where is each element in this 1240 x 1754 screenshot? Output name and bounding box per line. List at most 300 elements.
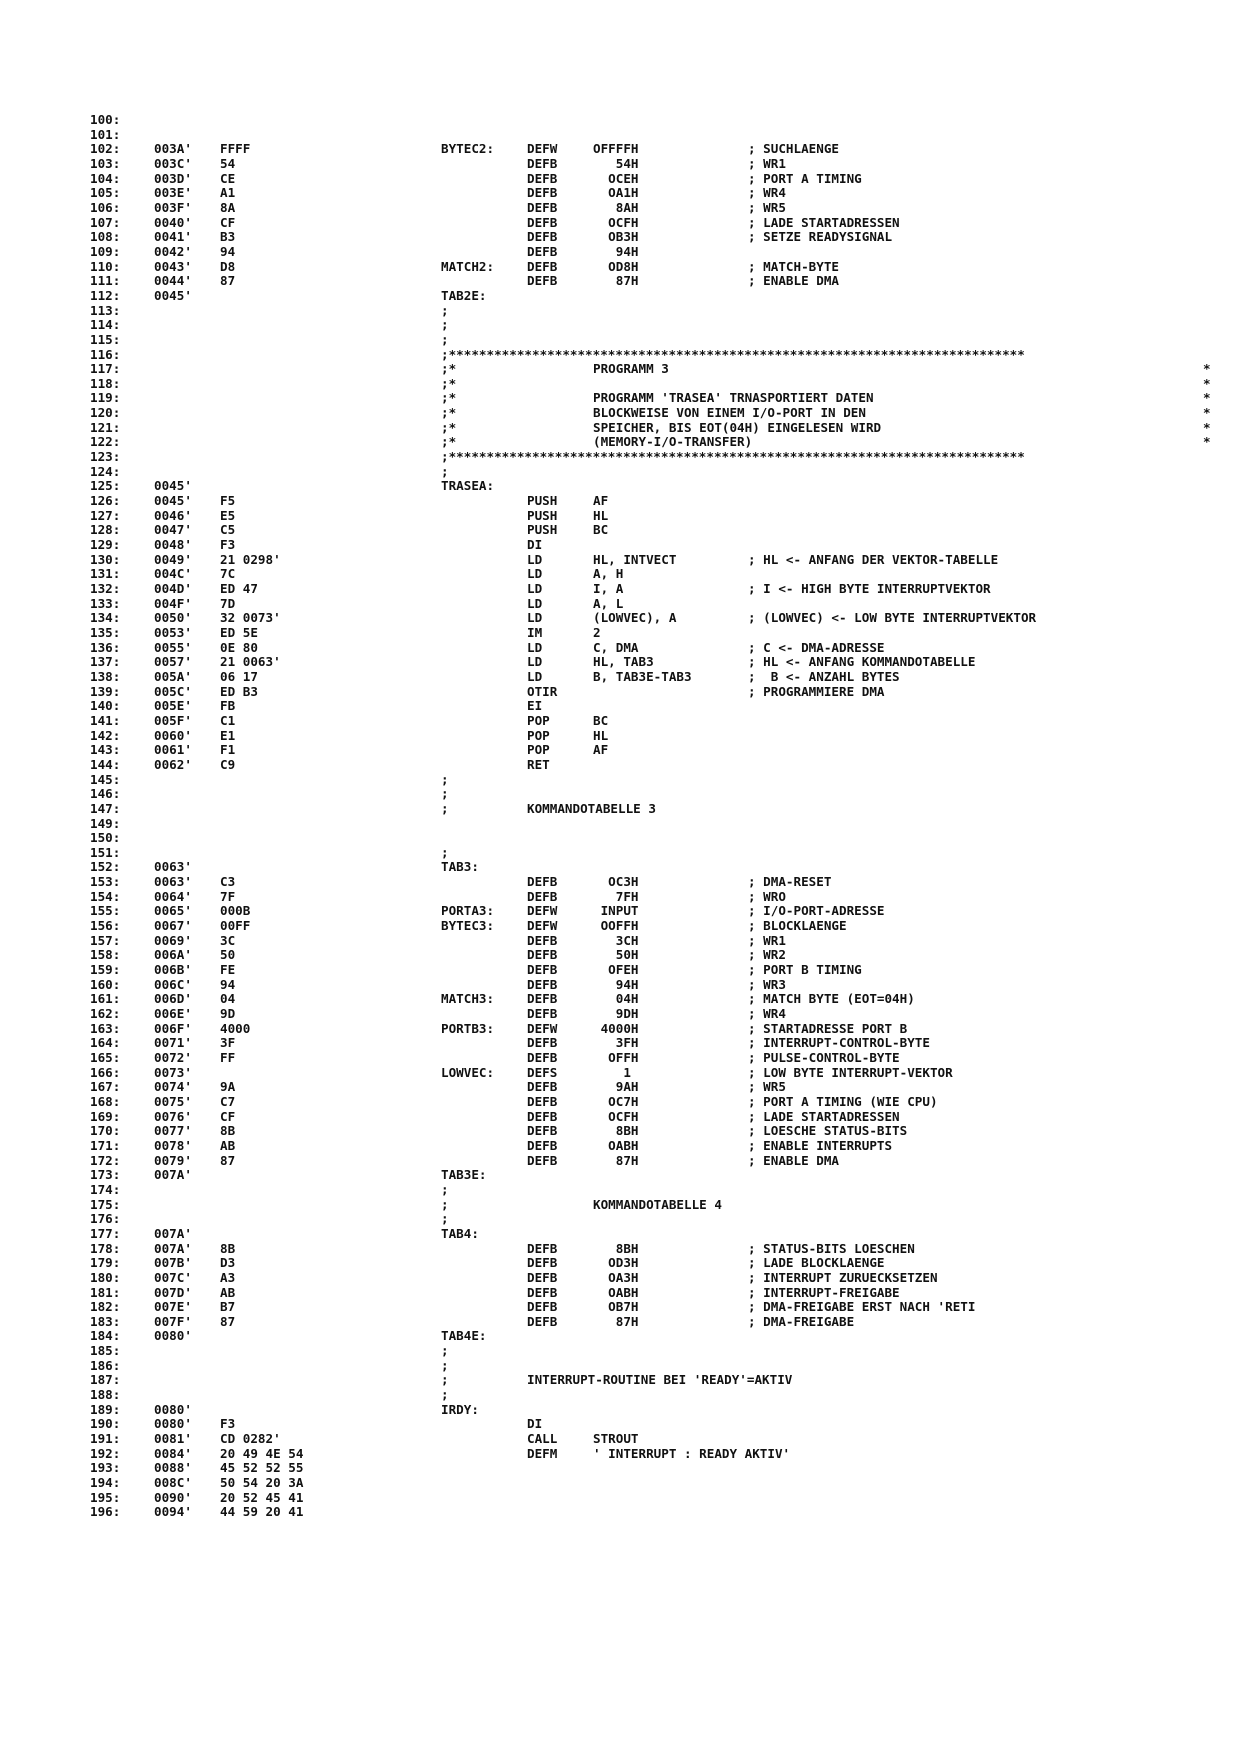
object-code: 3C [220, 932, 236, 948]
box-marker: ;* [441, 361, 457, 377]
mnemonic: DEFB [527, 1123, 558, 1139]
line-number: 117: [90, 361, 121, 377]
listing-line [0, 875, 1240, 890]
object-code: AB [220, 1284, 236, 1300]
line-number: 179: [90, 1255, 121, 1271]
box-edge: * [1203, 434, 1211, 450]
mnemonic: DEFB [527, 888, 558, 904]
listing-line [0, 435, 1240, 450]
listing-line [0, 274, 1240, 289]
star-border: ;**************************************************************************** [441, 449, 1025, 465]
listing-line [0, 1315, 1240, 1330]
label: IRDY: [441, 1401, 479, 1417]
label: ; [441, 786, 449, 802]
operand: STROUT [593, 1431, 639, 1447]
operand: OD8H [593, 258, 639, 274]
object-code: CF [220, 214, 236, 230]
line-number: 188: [90, 1387, 121, 1403]
line-number: 144: [90, 756, 121, 772]
line-number: 146: [90, 786, 121, 802]
operand: AF [593, 493, 609, 509]
label: ; [441, 1196, 449, 1212]
object-code: C3 [220, 874, 236, 890]
mnemonic: DEFB [527, 229, 558, 245]
mnemonic: DEFB [527, 874, 558, 890]
line-number: 108: [90, 229, 121, 245]
address: 0084' [154, 1445, 192, 1461]
object-code: 00FF [220, 918, 251, 934]
comment: ; (LOWVEC) <- LOW BYTE INTERRUPTVEKTOR [748, 610, 1037, 626]
listing-line [0, 172, 1240, 187]
listing-line [0, 1461, 1240, 1476]
comment: ; BLOCKLAENGE [748, 918, 847, 934]
listing-line [0, 1110, 1240, 1125]
mnemonic: DEFB [527, 976, 558, 992]
operand: 7FH [593, 888, 639, 904]
object-code: 0E 80 [220, 639, 258, 655]
line-number: 130: [90, 551, 121, 567]
address: 0090' [154, 1489, 192, 1505]
operand: 54H [593, 155, 639, 171]
operand: AF [593, 742, 609, 758]
mnemonic: EI [527, 698, 543, 714]
listing-line [0, 831, 1240, 846]
label: ; [441, 844, 449, 860]
mnemonic: DI [527, 1416, 543, 1432]
address: 0045' [154, 287, 192, 303]
listing-line [0, 582, 1240, 597]
mnemonic: DEFB [527, 932, 558, 948]
line-number: 191: [90, 1431, 121, 1447]
line-number: 119: [90, 390, 121, 406]
address: 005F' [154, 712, 192, 728]
operand: A, L [593, 595, 624, 611]
listing-line [0, 1168, 1240, 1183]
line-number: 133: [90, 595, 121, 611]
mnemonic: DEFW [527, 1020, 558, 1036]
address: 0043' [154, 258, 192, 274]
line-number: 195: [90, 1489, 121, 1505]
object-code: C9 [220, 756, 236, 772]
label: ; [441, 317, 449, 333]
address: 007F' [154, 1313, 192, 1329]
label: TAB4: [441, 1225, 479, 1241]
operand: C, DMA [593, 639, 639, 655]
object-code: 87 [220, 273, 236, 289]
mnemonic: OTIR [527, 683, 558, 699]
object-code: F1 [220, 742, 236, 758]
mnemonic: LD [527, 551, 543, 567]
operand: OA1H [593, 185, 639, 201]
listing-line [0, 567, 1240, 582]
address: 005A' [154, 668, 192, 684]
operand: 9DH [593, 1006, 639, 1022]
line-number: 185: [90, 1343, 121, 1359]
line-number: 193: [90, 1460, 121, 1476]
mnemonic: LD [527, 668, 543, 684]
mnemonic: PUSH [527, 522, 558, 538]
mnemonic: DEFB [527, 155, 558, 171]
object-code: D3 [220, 1255, 236, 1271]
mnemonic: DEFB [527, 1152, 558, 1168]
listing-line [0, 948, 1240, 963]
listing-line [0, 1154, 1240, 1169]
line-number: 160: [90, 976, 121, 992]
address: 004D' [154, 581, 192, 596]
line-number: 187: [90, 1372, 121, 1388]
line-number: 100: [90, 112, 121, 127]
address: 0045' [154, 478, 192, 494]
object-code: A3 [220, 1269, 236, 1285]
mnemonic: IM [527, 624, 543, 640]
listing-line [0, 890, 1240, 905]
line-number: 105: [90, 185, 121, 201]
object-code: 9D [220, 1006, 236, 1022]
listing-line [0, 230, 1240, 245]
line-number: 139: [90, 683, 121, 699]
operand: OABH [593, 1137, 639, 1153]
line-number: 190: [90, 1416, 121, 1432]
comment: ; INTERRUPT-FREIGABE [748, 1284, 900, 1300]
address: 0077' [154, 1123, 192, 1139]
comment: ; INTERRUPT-CONTROL-BYTE [748, 1035, 930, 1051]
listing-line [0, 1066, 1240, 1081]
mnemonic: DEFB [527, 185, 558, 201]
operand: OB7H [593, 1299, 639, 1315]
listing-line [0, 113, 1240, 128]
mnemonic: POP [527, 712, 550, 728]
address: 0088' [154, 1460, 192, 1476]
address: 0075' [154, 1093, 192, 1109]
listing-line [0, 1417, 1240, 1432]
listing-line [0, 817, 1240, 832]
address: 0072' [154, 1050, 192, 1065]
listing-line [0, 523, 1240, 538]
line-number: 113: [90, 302, 121, 318]
operand: OC3H [593, 874, 639, 890]
comment: ; WR1 [748, 932, 786, 948]
box-marker: ;* [441, 375, 457, 391]
object-code: CF [220, 1108, 236, 1124]
address: 007B' [154, 1255, 192, 1271]
operand: ' INTERRUPT : READY AKTIV' [593, 1445, 791, 1461]
label: ; [441, 331, 449, 347]
label: TAB3E: [441, 1167, 487, 1183]
box-marker: ;* [441, 390, 457, 406]
object-code: 87 [220, 1313, 236, 1329]
label: TAB4E: [441, 1328, 487, 1344]
object-code: C1 [220, 712, 236, 728]
operand: OD3H [593, 1255, 639, 1271]
line-number: 184: [90, 1328, 121, 1344]
address: 008C' [154, 1475, 192, 1491]
address: 006E' [154, 1006, 192, 1022]
address: 0047' [154, 522, 192, 538]
mnemonic: DEFB [527, 214, 558, 230]
mnemonic: DEFB [527, 991, 558, 1007]
listing-line [0, 465, 1240, 480]
box-marker: ;* [441, 419, 457, 435]
line-number: 154: [90, 888, 121, 904]
label: MATCH3: [441, 991, 495, 1007]
listing-line [0, 494, 1240, 509]
box-text: (MEMORY-I/O-TRANSFER) [593, 434, 753, 450]
line-number: 141: [90, 712, 121, 728]
listing-line [0, 260, 1240, 275]
listing-line [0, 391, 1240, 406]
comment: ; C <- DMA-ADRESSE [748, 639, 885, 655]
address: 0076' [154, 1108, 192, 1124]
line-number: 121: [90, 419, 121, 435]
operand: 04H [593, 991, 639, 1007]
listing-line [0, 128, 1240, 143]
label: ; [441, 463, 449, 479]
mnemonic: LD [527, 595, 543, 611]
listing-line [0, 245, 1240, 260]
label: TRASEA: [441, 478, 495, 494]
comment: ; I/O-PORT-ADRESSE [748, 903, 885, 919]
mnemonic: CALL [527, 1431, 558, 1447]
listing-line [0, 611, 1240, 626]
line-number: 175: [90, 1196, 121, 1212]
object-code: 20 52 45 41 [220, 1489, 304, 1505]
line-number: 147: [90, 800, 121, 816]
line-number: 114: [90, 317, 121, 333]
listing-line [0, 362, 1240, 377]
object-code: 21 0063' [220, 654, 281, 670]
listing-line [0, 1300, 1240, 1315]
operand: A, H [593, 566, 624, 582]
address: 004C' [154, 566, 192, 582]
object-code: B7 [220, 1299, 236, 1315]
line-number: 180: [90, 1269, 121, 1285]
label: ; [441, 1343, 449, 1359]
listing-line [0, 1432, 1240, 1447]
operand: HL [593, 507, 609, 523]
operand: OFFH [593, 1050, 639, 1065]
listing-line [0, 186, 1240, 201]
object-code: C7 [220, 1093, 236, 1109]
object-code: 44 59 20 41 [220, 1504, 304, 1520]
address: 0062' [154, 756, 192, 772]
line-number: 164: [90, 1035, 121, 1051]
listing-line [0, 216, 1240, 231]
address: 0041' [154, 229, 192, 245]
object-code: E1 [220, 727, 236, 743]
address: 0080' [154, 1401, 192, 1417]
address: 0071' [154, 1035, 192, 1051]
operand: 1 [593, 1064, 631, 1080]
listing-line [0, 1271, 1240, 1286]
address: 0045' [154, 493, 192, 509]
mnemonic: DEFB [527, 199, 558, 215]
line-number: 106: [90, 199, 121, 215]
object-code: 8B [220, 1240, 236, 1256]
label: ; [441, 800, 449, 816]
comment: ; PORT A TIMING (WIE CPU) [748, 1093, 938, 1109]
address: 0067' [154, 918, 192, 934]
comment: ; LOW BYTE INTERRUPT-VEKTOR [748, 1064, 953, 1080]
operand: OOFFH [593, 918, 639, 934]
line-number: 111: [90, 273, 121, 289]
operand: OFFFFH [593, 141, 639, 157]
comment: ; SETZE READYSIGNAL [748, 229, 893, 245]
listing-line [0, 406, 1240, 421]
line-number: 183: [90, 1313, 121, 1329]
object-code: B3 [220, 229, 236, 245]
line-number: 149: [90, 815, 121, 831]
comment: ; WR5 [748, 199, 786, 215]
mnemonic: RET [527, 756, 550, 772]
address: 006F' [154, 1020, 192, 1036]
label: ; [441, 1181, 449, 1197]
operand: 2 [593, 624, 601, 640]
object-code: 87 [220, 1152, 236, 1168]
listing-line [0, 1080, 1240, 1095]
line-number: 152: [90, 859, 121, 875]
listing-line [0, 963, 1240, 978]
listing-line [0, 1198, 1240, 1213]
object-code: CD 0282' [220, 1431, 281, 1447]
mnemonic: INTERRUPT-ROUTINE BEI 'READY'=AKTIV [527, 1372, 793, 1388]
address: 007D' [154, 1284, 192, 1300]
line-number: 171: [90, 1137, 121, 1153]
address: 0081' [154, 1431, 192, 1447]
operand: OB3H [593, 229, 639, 245]
listing-line [0, 1051, 1240, 1066]
listing-line [0, 142, 1240, 157]
listing-line [0, 743, 1240, 758]
box-text: SPEICHER, BIS EOT(04H) EINGELESEN WIRD [593, 419, 882, 435]
comment: ; INTERRUPT ZURUECKSETZEN [748, 1269, 938, 1285]
line-number: 109: [90, 243, 121, 259]
object-code: 94 [220, 243, 236, 259]
mnemonic: PUSH [527, 507, 558, 523]
address: 0049' [154, 551, 192, 567]
listing-line [0, 685, 1240, 700]
listing-line [0, 758, 1240, 773]
mnemonic: DEFB [527, 1006, 558, 1022]
address: 0080' [154, 1328, 192, 1344]
address: 0057' [154, 654, 192, 670]
line-number: 157: [90, 932, 121, 948]
listing-line [0, 421, 1240, 436]
address: 0040' [154, 214, 192, 230]
object-code: 8A [220, 199, 236, 215]
mnemonic: DEFB [527, 947, 558, 963]
listing-line [0, 1227, 1240, 1242]
object-code: CE [220, 170, 236, 186]
operand: 87H [593, 1313, 639, 1329]
object-code: 94 [220, 976, 236, 992]
address: 0044' [154, 273, 192, 289]
mnemonic: DEFW [527, 903, 558, 919]
comment: ; ENABLE DMA [748, 1152, 839, 1168]
address: 004F' [154, 595, 192, 611]
address: 0060' [154, 727, 192, 743]
line-number: 176: [90, 1211, 121, 1227]
address: 0074' [154, 1079, 192, 1095]
comment: ; LOESCHE STATUS-BITS [748, 1123, 908, 1139]
line-number: 125: [90, 478, 121, 494]
object-code: 21 0298' [220, 551, 281, 567]
line-number: 177: [90, 1225, 121, 1241]
line-number: 142: [90, 727, 121, 743]
object-code: FB [220, 698, 236, 714]
address: 007A' [154, 1167, 192, 1183]
object-code: 4000 [220, 1020, 251, 1036]
object-code: 20 49 4E 54 [220, 1445, 304, 1461]
listing-line [0, 1286, 1240, 1301]
operand: HL [593, 727, 609, 743]
address: 006A' [154, 947, 192, 963]
line-number: 129: [90, 537, 121, 553]
line-number: 161: [90, 991, 121, 1007]
listing-line [0, 1124, 1240, 1139]
operand: HL, TAB3 [593, 654, 654, 670]
address: 006D' [154, 991, 192, 1007]
mnemonic: DEFB [527, 170, 558, 186]
operand: 50H [593, 947, 639, 963]
object-code: ED 5E [220, 624, 258, 640]
operand: 8BH [593, 1240, 639, 1256]
mnemonic: DEFB [527, 1284, 558, 1300]
object-code: C5 [220, 522, 236, 538]
object-code: E5 [220, 507, 236, 523]
operand: BC [593, 712, 609, 728]
listing-line [0, 787, 1240, 802]
listing-line [0, 860, 1240, 875]
line-number: 102: [90, 141, 121, 157]
object-code: 7D [220, 595, 236, 611]
box-marker: ;* [441, 405, 457, 421]
object-code: 8B [220, 1123, 236, 1139]
line-number: 116: [90, 346, 121, 362]
label: ; [441, 1372, 449, 1388]
assembler-listing [0, 113, 1240, 1520]
listing-line [0, 450, 1240, 465]
mnemonic: DEFB [527, 1079, 558, 1095]
line-number: 168: [90, 1093, 121, 1109]
listing-line [0, 773, 1240, 788]
address: 007E' [154, 1299, 192, 1315]
address: 005E' [154, 698, 192, 714]
address: 0048' [154, 537, 192, 553]
box-text: PROGRAMM 'TRASEA' TRNASPORTIERT DATEN [593, 390, 874, 406]
line-number: 143: [90, 742, 121, 758]
mnemonic: DEFB [527, 258, 558, 274]
line-number: 138: [90, 668, 121, 684]
line-number: 104: [90, 170, 121, 186]
mnemonic: LD [527, 639, 543, 655]
line-number: 127: [90, 507, 121, 523]
operand: 9AH [593, 1079, 639, 1095]
line-number: 173: [90, 1167, 121, 1183]
comment: ; LADE BLOCKLAENGE [748, 1255, 885, 1271]
object-code: 3F [220, 1035, 236, 1051]
object-code: 000B [220, 903, 251, 919]
object-code: F3 [220, 537, 236, 553]
label: PORTB3: [441, 1020, 495, 1036]
comment: ; WR1 [748, 155, 786, 171]
mnemonic: PUSH [527, 493, 558, 509]
line-number: 182: [90, 1299, 121, 1315]
line-number: 122: [90, 434, 121, 450]
object-code: D8 [220, 258, 236, 274]
line-number: 110: [90, 258, 121, 274]
line-number: 151: [90, 844, 121, 860]
operand: 3FH [593, 1035, 639, 1051]
